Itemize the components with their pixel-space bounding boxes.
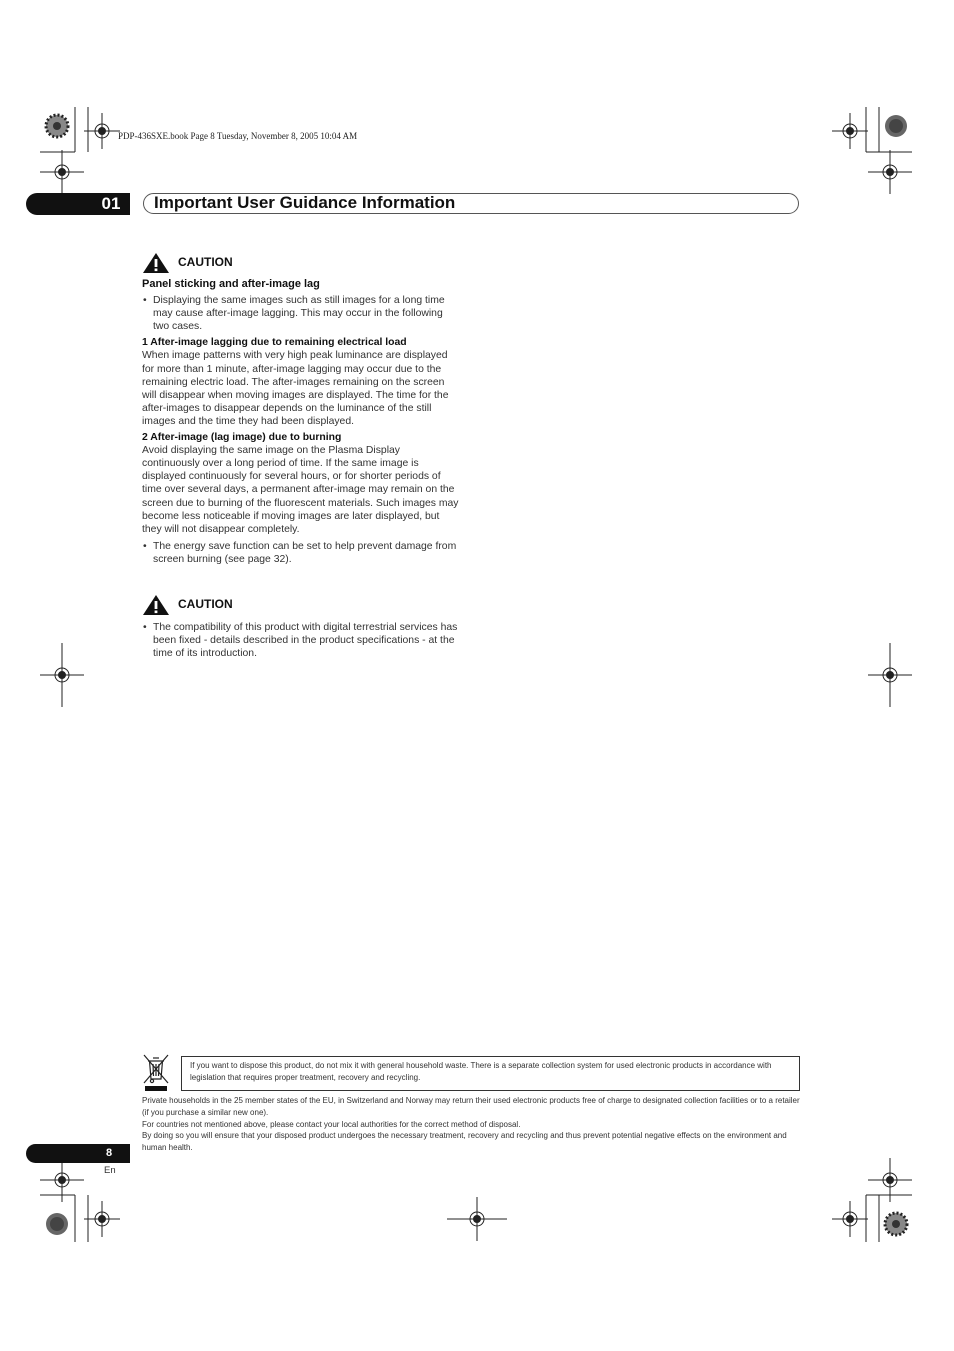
- case-text: When image patterns with very high peak luminance are displayed for more than 1 minute, after-image lagging may occur due to the remaining electric load. The after-images remaining on the screen will disappear when moving images are displayed. The time for the after-images to disappear depends on the luminance of the still images and the time they had been displayed.: [142, 350, 449, 427]
- case-heading: 2 After-image (lag image) due to burning: [142, 432, 342, 444]
- print-info: PDP-436SXE.book Page 8 Tuesday, November 8, 2005 10:04 AM: [118, 131, 358, 141]
- warning-triangle-icon: [142, 594, 170, 616]
- language-code: En: [104, 1165, 116, 1176]
- caution-section: [142, 278, 460, 566]
- disposal-note: By doing so you will ensure that your disposed product undergoes the necessary treatment, recovery and recycling and thus prevent potential negative effects on the environment and human health.: [142, 1131, 787, 1153]
- disposal-note: Private households in the 25 member states of the EU, in Switzerland and Norway may return their used electronic products free of charge to designated collection facilities or to a retailer (if you purchase a similar new one).: [142, 1096, 800, 1117]
- registration-target: [84, 113, 120, 149]
- page-number: 8: [105, 1147, 113, 1159]
- caution-heading: [142, 594, 233, 616]
- case-text: Avoid displaying the same image on the Plasma Display continuously over a long period of time. If the same image is displayed continuously for several hours, or for shorter periods of time over several days, a permanent after-image may remain on the screen due to burning of the fluorescent materials. Such images may become less noticeable if moving images are later displayed, but they will not disappear completely.: [142, 445, 459, 535]
- disposal-notice: If you want to dispose this product, do not mix it with general household waste. There is a separate collection system for used electronic products in accordance with legislation that requires proper treatment, recovery and recycling.: [181, 1056, 800, 1091]
- warning-triangle-icon: [142, 252, 170, 274]
- bullet-item: • Displaying the same images such as still images for a long time may cause after-image lagging. This may occur in the following two cases.: [142, 294, 460, 333]
- subheading: Panel sticking and after-image lag: [142, 278, 320, 290]
- caution-label: CAUTION: [178, 255, 233, 269]
- disposal-note: For countries not mentioned above, please contact your local authorities for the correct method of disposal.: [142, 1119, 521, 1129]
- chapter-number: 01: [101, 194, 121, 213]
- page-title: Important User Guidance Information: [154, 193, 456, 212]
- disposal-notes: [142, 1095, 802, 1154]
- caution-label: CAUTION: [178, 597, 233, 611]
- caution-heading: [142, 252, 233, 274]
- case-heading: 1 After-image lagging due to remaining electrical load: [142, 337, 407, 349]
- caution-section: [142, 621, 460, 660]
- bullet-item: • The energy save function can be set to help prevent damage from screen burning (see page 32).: [142, 540, 460, 566]
- bullet-item: • The compatibility of this product with digital terrestrial services has been fixed - details described in the product specifications - at the time of its introduction.: [142, 621, 460, 660]
- crossed-bin-icon: [142, 1052, 170, 1092]
